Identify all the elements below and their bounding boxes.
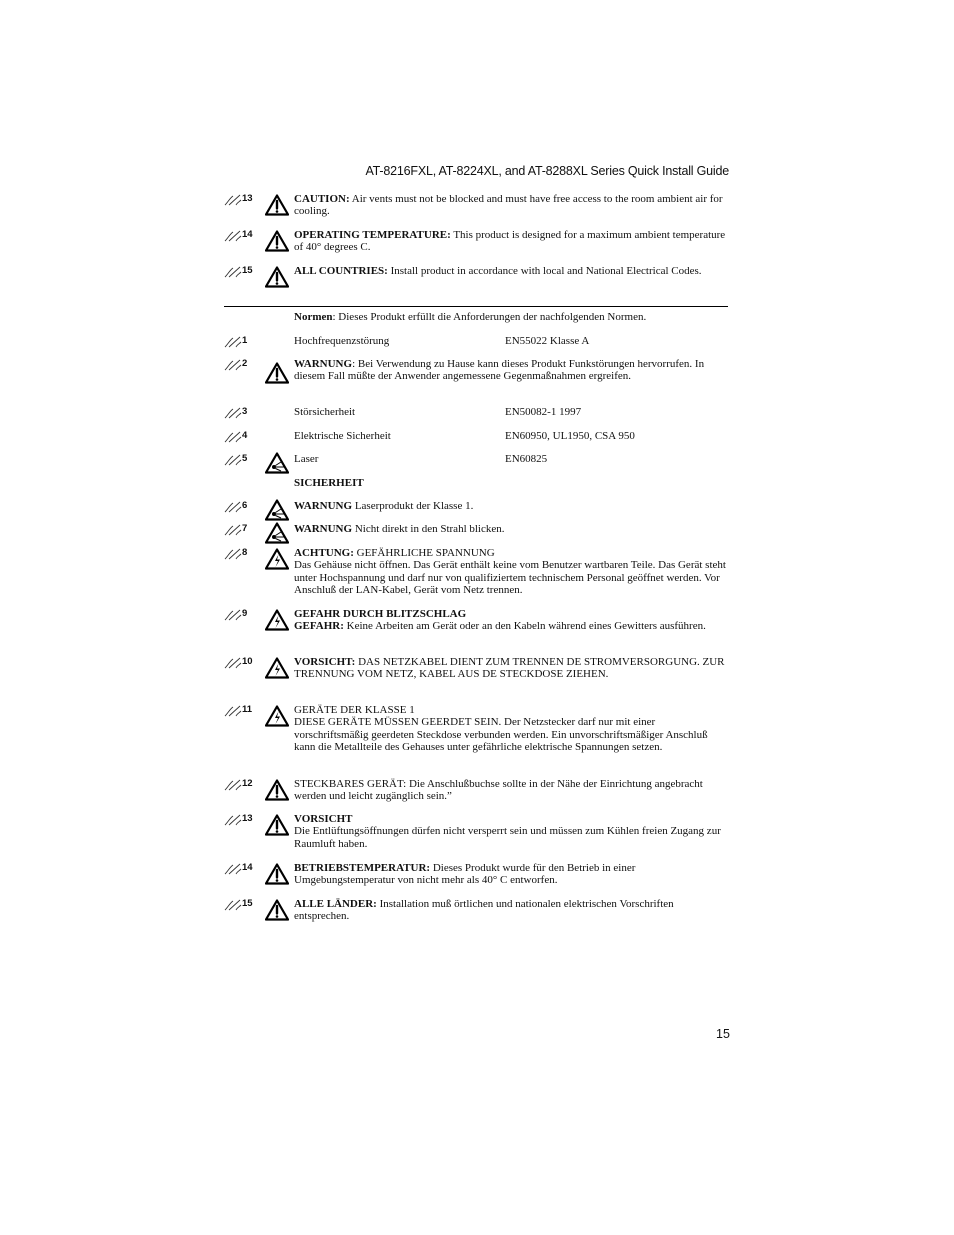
entry-label: GEFAHR:: [294, 620, 344, 633]
entry-text: [294, 265, 730, 277]
standard-label: Laser: [294, 453, 319, 465]
entry-label: WARNUNG: [294, 358, 353, 370]
warning-icon: [265, 899, 289, 921]
entry-body: Installation muß örtlichen und nationalen elektrischen Vorschriften entsprechen.: [294, 898, 674, 923]
entry-number: 1: [242, 335, 248, 346]
entry-label: BETRIEBSTEMPERATUR:: [294, 862, 431, 874]
entry-body: Das Gehäuse nicht öffnen. Das Gerät enthält keine vom Benutzer wartbaren Teile. Das Gerät steht unter Hochspannung und darf nur von qualifiziertem technischem Personal geöffnet werden. Vor Anschluß der LAN-Kabel, Gerät vom Netz trennen.: [294, 559, 726, 597]
entry-text: [294, 656, 730, 681]
pencil-note-icon: [224, 548, 242, 560]
normen-intro: [294, 311, 646, 323]
pencil-note-icon: [224, 705, 242, 717]
entry-text: [294, 523, 730, 535]
pencil-note-icon: [224, 230, 242, 242]
laser-warning-icon: [265, 452, 289, 474]
entry-number: 15: [242, 898, 253, 909]
entry-body: Install product in accordance with local and National Electrical Codes.: [387, 265, 702, 277]
entry-body: Die Entlüftungsöffnungen dürfen nicht versperrt sein und müssen zum Kühlen freien Zugang zur Raumluft haben.: [294, 825, 721, 850]
entry-title: GERÄTE DER KLASSE 1: [294, 704, 415, 716]
pencil-note-icon: [224, 899, 242, 911]
entry-number: 13: [242, 193, 253, 204]
normen-label: Normen: [294, 311, 333, 323]
entry-number: 11: [242, 704, 253, 715]
entry-label: ALL COUNTRIES:: [294, 265, 388, 277]
entry-label: OPERATING TEMPERATURE:: [294, 229, 451, 241]
entry-number: 14: [242, 862, 253, 873]
entry-body: Laserprodukt der Klasse 1.: [352, 500, 474, 512]
warning-icon: [265, 266, 289, 288]
entry-number: 10: [242, 656, 253, 667]
pencil-note-icon: [224, 359, 242, 371]
entry-text: [294, 862, 730, 887]
entry-text: [294, 358, 730, 383]
entry-number: 6: [242, 500, 248, 511]
pencil-note-icon: [224, 609, 242, 621]
entry-number: 4: [242, 430, 248, 441]
electric-hazard-icon: [265, 548, 289, 570]
pencil-note-icon: [224, 863, 242, 875]
entry-number: 2: [242, 358, 248, 369]
laser-warning-icon: [265, 499, 289, 521]
entry-body: Nicht direkt in den Strahl blicken.: [352, 523, 505, 535]
entry-label: WARNUNG: [294, 523, 353, 535]
pencil-note-icon: [224, 501, 242, 513]
entry-text: [294, 229, 730, 254]
entry-text: [294, 813, 730, 850]
section-divider: [224, 306, 728, 307]
pencil-note-icon: [224, 524, 242, 536]
entry-label: VORSICHT:: [294, 656, 356, 668]
entry-number: 5: [242, 453, 248, 464]
section-heading-sicherheit: SICHERHEIT: [294, 477, 364, 489]
electric-hazard-icon: [265, 705, 289, 727]
entry-text: STECKBARES GERÄT: Die Anschlußbuchse sollte in der Nähe der Einrichtung angebracht werden und leicht zugänglich sein.”: [294, 778, 703, 803]
entry-body: Keine Arbeiten am Gerät oder an den Kabeln während eines Gewitters ausführen.: [343, 620, 706, 633]
entry-text: [294, 193, 730, 218]
warning-icon: [265, 194, 289, 216]
standard-label: Elektrische Sicherheit: [294, 430, 391, 442]
pencil-note-icon: [224, 814, 242, 826]
page-number: 15: [716, 1027, 730, 1041]
warning-icon: [265, 230, 289, 252]
pencil-note-icon: [224, 779, 242, 791]
pencil-note-icon: [224, 431, 242, 443]
entry-body: DAS NETZKABEL DIENT ZUM TRENNEN DE STROMVERSORGUNG. ZUR TRENNUNG VOM NETZ, KABEL AUS DE STECKDOSE ZIEHEN.: [294, 656, 725, 681]
pencil-note-icon: [224, 194, 242, 206]
pencil-note-icon: [224, 657, 242, 669]
warning-icon: [265, 814, 289, 836]
entry-body: : Bei Verwendung zu Hause kann dieses Produkt Funkstörungen hervorrufen. In diesem Fall müßte der Anwender angemessene Gegenmaßnahmen ergreifen.: [294, 358, 705, 383]
entry-number: 14: [242, 229, 253, 240]
pencil-note-icon: [224, 336, 242, 348]
standard-label: Hochfrequenzstörung: [294, 335, 390, 347]
entry-label: ALLE LÄNDER:: [294, 898, 377, 910]
pencil-note-icon: [224, 266, 242, 278]
entry-number: 8: [242, 547, 248, 558]
entry-text: [294, 608, 730, 633]
warning-icon: [265, 362, 289, 384]
entry-subtitle: GEFÄHRLICHE SPANNUNG: [353, 547, 495, 559]
entry-label: VORSICHT: [294, 813, 353, 825]
standard-value: EN50082-1 1997: [505, 406, 582, 418]
normen-text: : Dieses Produkt erfüllt die Anforderungen der nachfolgenden Normen.: [332, 311, 647, 323]
entry-text: [294, 500, 730, 512]
entry-label: ACHTUNG:: [294, 547, 354, 559]
entry-number: 3: [242, 406, 248, 417]
page-header: AT-8216FXL, AT-8224XL, and AT-8288XL Series Quick Install Guide: [365, 164, 729, 178]
entry-number: 15: [242, 265, 253, 276]
standard-value: EN60950, UL1950, CSA 950: [505, 430, 635, 442]
entry-body: DIESE GERÄTE MÜSSEN GEERDET SEIN. Der Netzstecker darf nur mit einer vorschriftsmäßig geerdeten Steckdose verbunden werden. Ein unvorschriftsmäßiger Anschluß kann die Metallteile des Gehauses unter gefährliche elektrische Spannungen setzen.: [294, 716, 708, 754]
entry-number: 13: [242, 813, 253, 824]
electric-hazard-icon: [265, 609, 289, 631]
entry-title: GEFAHR DURCH BLITZSCHLAG: [294, 608, 467, 620]
entry-body: This product is designed for a maximum ambient temperature of 40° degrees C.: [294, 229, 726, 254]
entry-body: Air vents must not be blocked and must have free access to the room ambient air for cooling.: [294, 193, 723, 218]
standard-value: EN55022 Klasse A: [505, 335, 590, 347]
entry-number: 9: [242, 608, 248, 619]
entry-label: WARNUNG: [294, 500, 353, 512]
laser-warning-icon: [265, 522, 289, 544]
warning-icon: [265, 779, 289, 801]
entry-text: [294, 704, 730, 754]
warning-icon: [265, 863, 289, 885]
entry-text: [294, 547, 730, 597]
entry-number: 12: [242, 778, 253, 789]
pencil-note-icon: [224, 454, 242, 466]
entry-number: 7: [242, 523, 248, 534]
entry-body: Dieses Produkt wurde für den Betrieb in einer Umgebungstemperatur von nicht mehr als 40° C entworfen.: [294, 862, 636, 887]
pencil-note-icon: [224, 407, 242, 419]
entry-label: CAUTION:: [294, 193, 350, 205]
standard-value: EN60825: [505, 453, 548, 465]
entry-text: [294, 898, 730, 923]
standard-label: Störsicherheit: [294, 406, 356, 418]
electric-hazard-icon: [265, 657, 289, 679]
